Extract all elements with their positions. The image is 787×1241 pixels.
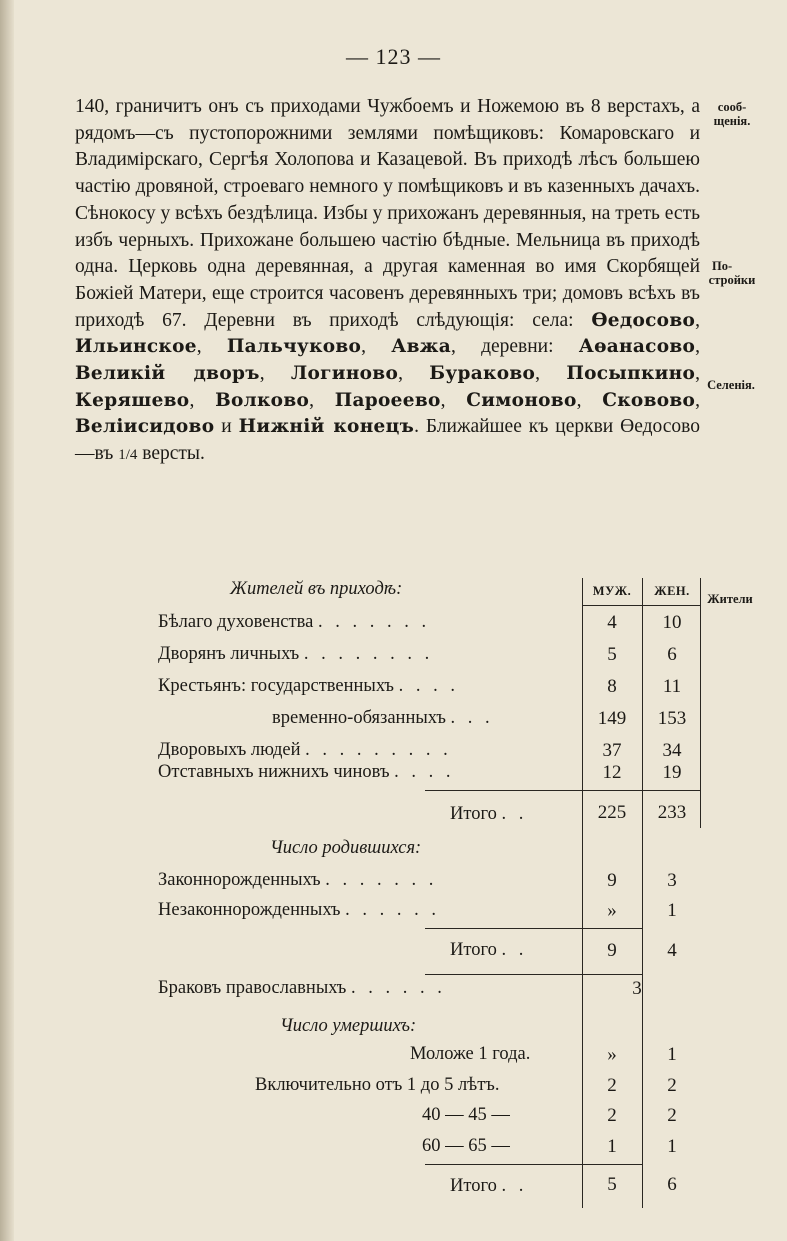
table-row-label: 40 — 45 —	[422, 1105, 510, 1125]
cell-women: 3	[667, 870, 677, 891]
paragraph-text: Ближайшее къ церкви Өедосово—въ	[75, 416, 701, 465]
table-row-label	[158, 612, 430, 633]
table-rule	[425, 974, 642, 975]
table-rule	[425, 928, 642, 929]
section-heading-residents: Жителей въ приходѣ:	[230, 579, 403, 599]
village-name: Нижній конецъ	[238, 416, 415, 438]
row-label: Законнорожденныхъ	[158, 870, 321, 890]
village-name: Керяшево	[75, 389, 190, 411]
marriages-value: 3	[632, 978, 642, 999]
cell-men: 8	[607, 676, 617, 697]
cell-men: »	[607, 900, 617, 921]
total-label	[450, 940, 527, 961]
margin-note-communications	[702, 100, 762, 128]
village-name: Великій дворъ	[75, 363, 260, 385]
margin-note-line: По-	[712, 259, 733, 273]
village-name: Аөанасово	[578, 336, 696, 358]
leader-dots: . . .	[450, 708, 494, 728]
cell-men: 4	[607, 612, 617, 633]
cell-women: 153	[657, 708, 687, 729]
cell-men: 12	[602, 762, 622, 783]
column-header-men: МУЖ.	[592, 584, 632, 598]
leader-dots: . . . . . .	[345, 900, 440, 920]
leader-dots: . .	[501, 940, 528, 960]
village-name: Пальчуково	[226, 336, 362, 358]
paragraph-text: и	[221, 416, 232, 438]
row-label: Крестьянъ: государственныхъ	[158, 676, 394, 696]
row-label: временно-обязанныхъ	[272, 708, 446, 728]
section-heading-born: Число родившихся:	[270, 838, 422, 858]
cell-women: 2	[667, 1105, 677, 1126]
row-label: Дворовыхъ людей	[158, 740, 301, 760]
row-label: Итого	[450, 804, 497, 824]
table-row-label	[272, 708, 494, 729]
total-women: 233	[657, 802, 687, 823]
table-row-label: Моложе 1 года.	[410, 1044, 531, 1064]
cell-men: 1	[607, 1136, 617, 1157]
margin-note-residents: Жители	[707, 592, 753, 606]
row-label: Браковъ православныхъ	[158, 978, 347, 998]
table-row-label	[158, 978, 446, 999]
table-rule	[425, 1164, 642, 1165]
cell-women: 1	[667, 1136, 677, 1157]
leader-dots: . . . . . . . .	[303, 644, 434, 664]
village-name: Веліисидово	[75, 416, 215, 438]
page-number: — 123 —	[346, 44, 441, 69]
village-name: Сковово	[602, 389, 696, 411]
village-name: Симоново	[466, 389, 577, 411]
table-row-label: Включительно отъ 1 до 5 лѣтъ.	[255, 1075, 500, 1095]
row-label: Незаконнорожденныхъ	[158, 900, 341, 920]
fraction: 1/4	[118, 447, 138, 464]
page-edge	[0, 0, 14, 1241]
table-row-label	[158, 676, 459, 697]
row-label: Итого	[450, 1176, 497, 1196]
cell-men: 37	[602, 740, 622, 761]
total-men: 225	[597, 802, 627, 823]
margin-note-line: сооб-	[717, 100, 747, 114]
table-row-label	[158, 900, 440, 921]
table-row-label: 60 — 65 —	[422, 1136, 510, 1156]
leader-dots: . . . .	[398, 676, 459, 696]
village-name: Посыпкино	[566, 363, 696, 385]
row-label: Итого	[450, 940, 497, 960]
leader-dots: . . . . . . . . .	[305, 740, 452, 760]
village-name: Пароеево	[334, 389, 441, 411]
village-name: Логиново	[290, 363, 399, 385]
paragraph-text: деревни:	[481, 336, 554, 358]
column-header-women: ЖЕН.	[654, 584, 690, 598]
cell-women: 34	[662, 740, 682, 761]
row-label: Дворянъ личныхъ	[158, 644, 300, 664]
total-women: 6	[667, 1174, 677, 1195]
cell-men: 149	[597, 708, 627, 729]
village-name: Бураково	[429, 363, 536, 385]
table-rule	[582, 605, 700, 606]
paragraph-text: версты.	[142, 443, 205, 465]
cell-women: 19	[662, 762, 682, 783]
margin-note-buildings	[702, 259, 762, 287]
village-name: Авжа	[391, 336, 452, 358]
margin-note-line: щенія.	[713, 114, 751, 128]
margin-note-settlements: Селенія.	[707, 378, 755, 392]
leader-dots: . . . . . .	[351, 978, 446, 998]
total-label	[450, 1176, 527, 1197]
row-label: Отставныхъ нижнихъ чиновъ	[158, 762, 390, 782]
margin-note-line: стройки	[708, 273, 756, 287]
cell-women: 2	[667, 1075, 677, 1096]
leader-dots: . .	[501, 804, 528, 824]
total-label	[450, 804, 527, 825]
cell-women: 1	[667, 1044, 677, 1065]
table-row-label	[158, 740, 452, 761]
cell-women: 11	[662, 676, 682, 697]
village-name: Волково	[215, 389, 310, 411]
cell-women: 6	[667, 644, 677, 665]
cell-men: »	[607, 1044, 617, 1065]
village-name: Өедосово	[591, 309, 696, 331]
table-rule	[425, 790, 700, 791]
section-heading-died: Число умершихъ:	[280, 1016, 417, 1036]
leader-dots: . . . . . . .	[317, 612, 431, 632]
row-label: Бѣлаго духовенства	[158, 612, 314, 632]
cell-women: 1	[667, 900, 677, 921]
leader-dots: . .	[501, 1176, 528, 1196]
cell-men: 9	[607, 870, 617, 891]
paragraph-text: 140, граничитъ онъ съ приходами Чужбоемъ и Ножемою въ 8 верстахъ, а рядомъ—съ пустопорожними землями помѣщиковъ: Комаровскаго и Владимірскаго, Сергѣя Холопова и Казацевой. Въ приходѣ лѣсъ большею частію дровяной, строеваго немного у помѣщиковъ и въ казенныхъ дачахъ. Сѣнокосу у всѣхъ бездѣлица. Избы у прихожанъ деревянныя, на треть есть избъ черныхъ. Прихожане большею частію бѣдные. Мельница въ приходѣ одна. Церковь одна деревянная, а другая каменная во имя Скорбящей Божіей Матери, еще строится часовенъ деревянныхъ три; домовъ всѣхъ въ приходѣ 67. Деревни въ приходѣ слѣдующія: села:	[75, 96, 700, 331]
body-paragraph: 140, граничитъ онъ съ приходами Чужбоемъ и Ножемою въ 8 верстахъ, а рядомъ—съ пустопорожними землями помѣщиковъ: Комаровскаго и Владимірскаго, Сергѣя Холопова и Казацевой. Въ приходѣ лѣсъ большею частію дровяной, строеваго немного у помѣщиковъ и въ казенныхъ дачахъ. Сѣнокосу у всѣхъ бездѣлица. Избы у прихожанъ деревянныя, на треть есть избъ черныхъ. Прихожане большею частію бѣдные. Мельница въ приходѣ одна. Церковь одна деревянная, а другая каменная во имя Скорбящей Божіей Матери, еще строится часовенъ деревянныхъ три; домовъ всѣхъ въ приходѣ 67. Деревни въ приходѣ слѣдующія: села: Өедосово, Ильинское, Пальчуково, Авжа, деревни: Аөанасово, Великій дворъ, Логиново, Бураково, Посыпкино, Керяшево, Волково, Пароеево, Симоново, Сковово, Веліисидово и Нижній конецъ. Ближайшее къ церкви Өедосово—въ 1/4 версты.	[75, 96, 701, 465]
total-women: 4	[667, 940, 677, 961]
leader-dots: . . . . . . .	[325, 870, 438, 890]
cell-women: 10	[662, 612, 682, 633]
total-men: 9	[607, 940, 617, 961]
total-men: 5	[607, 1174, 617, 1195]
table-row-label	[158, 762, 455, 783]
cell-men: 2	[607, 1105, 617, 1126]
statistics-table	[70, 578, 705, 1208]
leader-dots: . . . .	[394, 762, 455, 782]
cell-men: 5	[607, 644, 617, 665]
cell-men: 2	[607, 1075, 617, 1096]
table-row-label	[158, 644, 433, 665]
village-name: Ильинское	[75, 336, 197, 358]
table-row-label	[158, 870, 437, 891]
